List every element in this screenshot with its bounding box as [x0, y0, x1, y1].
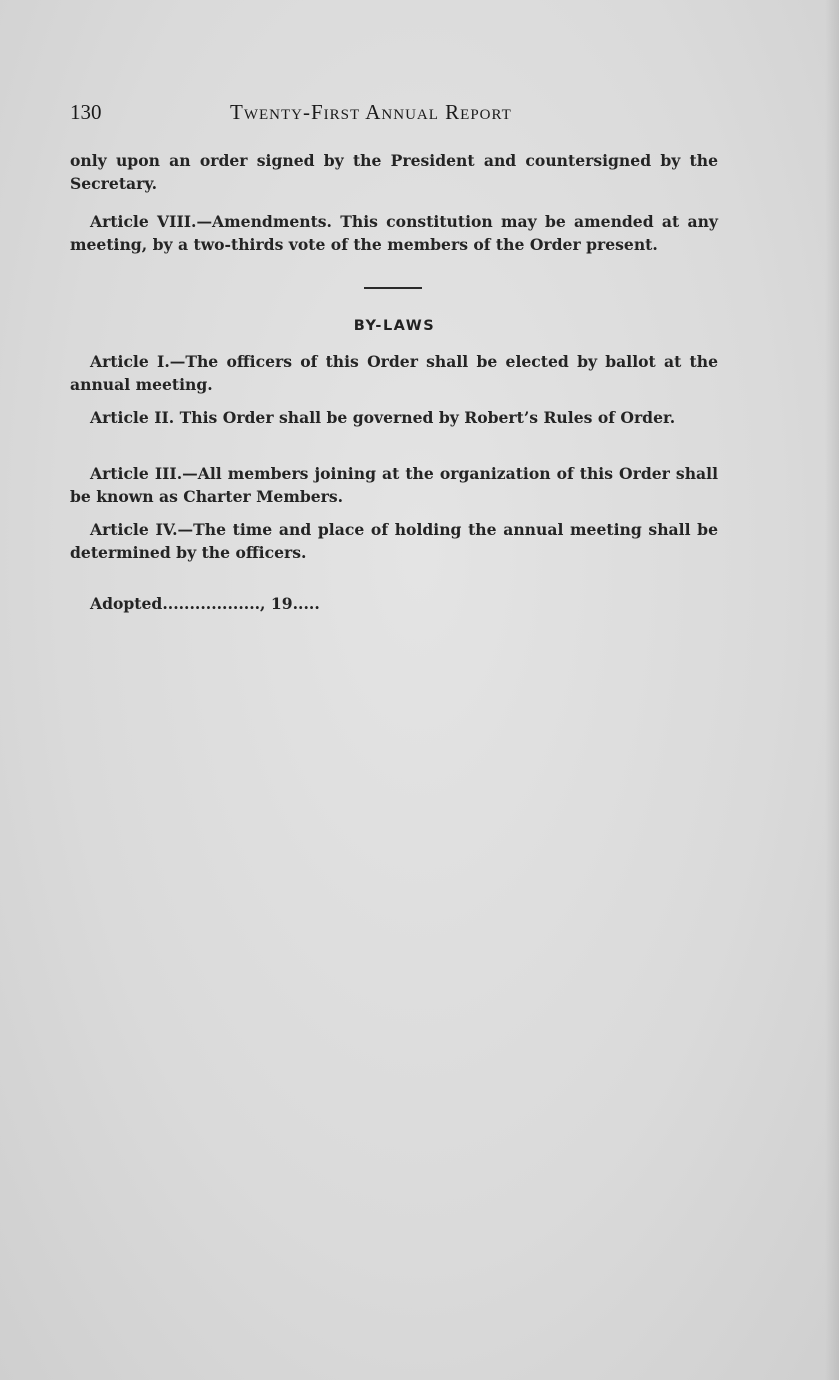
article-viii-paragraph	[70, 210, 718, 256]
bylaws-article-text: Article IV.—The time and place of holding the annual meeting shall be determined by the officers.	[70, 520, 718, 562]
page-number: 130	[70, 100, 102, 124]
bylaws-article-text: Article I.—The officers of this Order shall be elected by ballot at the annual meeting.	[70, 352, 718, 394]
page-header	[70, 100, 720, 130]
bylaws-article-2	[70, 406, 718, 429]
bylaws-heading: BY-LAWS	[353, 318, 436, 334]
bylaws-article-text: Article II. This Order shall be governed by Robert’s Rules of Order.	[90, 408, 676, 427]
page-edge-shadow	[825, 0, 839, 1380]
article-viii-text: Article VIII.—Amendments. This constitution may be amended at any meeting, by a two-thirds vote of the members of the Order present.	[70, 212, 718, 254]
continuation-text: only upon an order signed by the President and countersigned by the Secretary.	[70, 151, 718, 193]
bylaws-article-3	[70, 462, 718, 508]
bylaws-article-4	[70, 518, 718, 564]
running-title: Twenty-First Annual Report	[230, 100, 512, 124]
adopted-line: Adopted.................., 19.....	[90, 594, 320, 613]
bylaws-article-text: Article III.—All members joining at the organization of this Order shall be known as Charter Members.	[70, 464, 718, 506]
bylaws-article-1	[70, 350, 718, 396]
continuation-paragraph	[70, 149, 718, 195]
section-divider	[364, 287, 422, 289]
